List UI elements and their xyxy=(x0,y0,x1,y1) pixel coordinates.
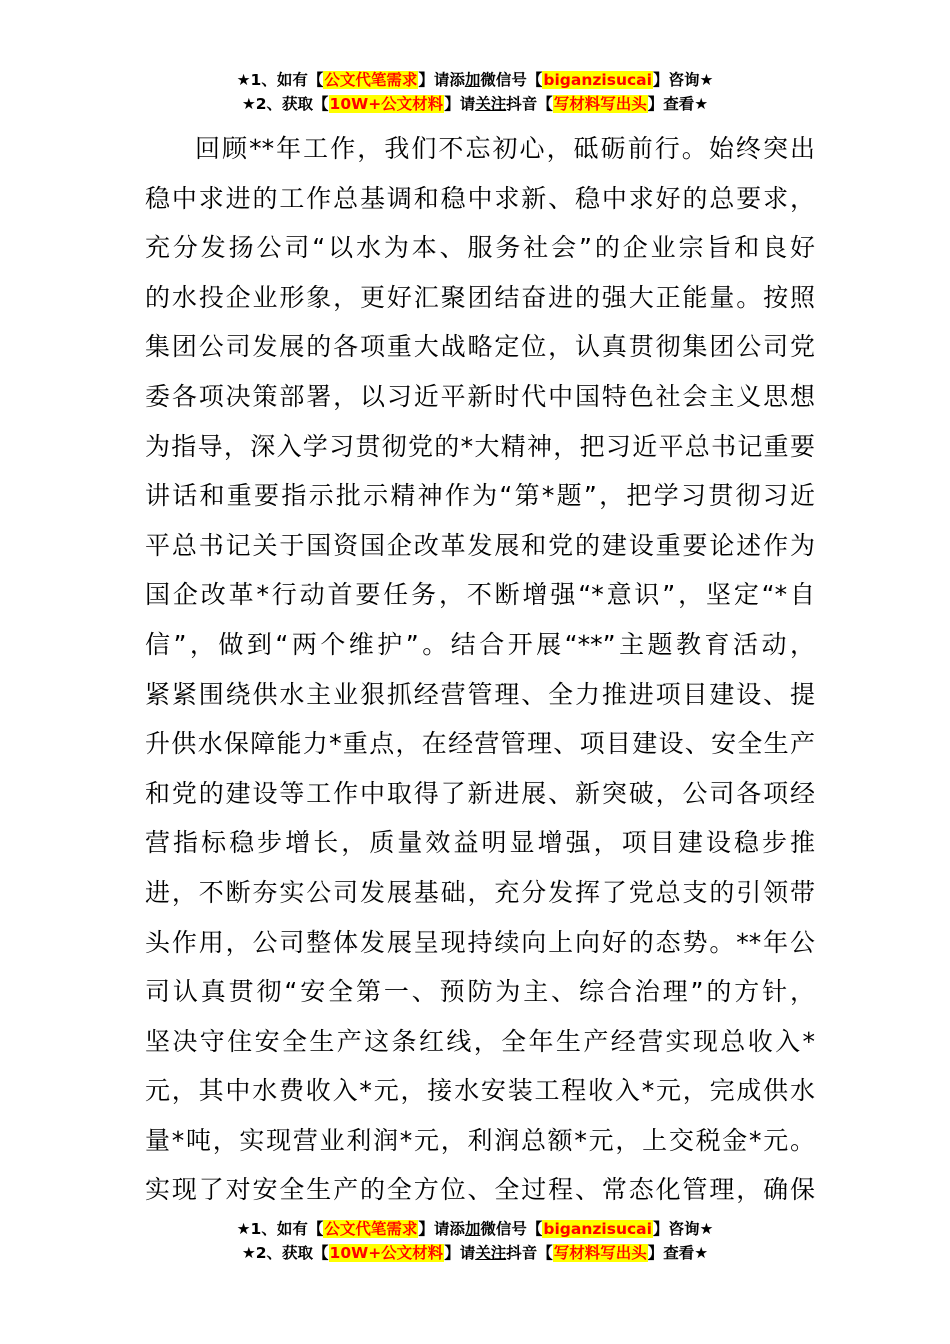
banner-underlined-text: 加 xyxy=(464,71,481,89)
body-paragraph xyxy=(145,124,815,1215)
banner-text: 】请添 xyxy=(418,71,465,89)
body-line: 信”，做到“两个维护”。结合开展“**”主题教育活动， xyxy=(145,629,815,659)
body-line: 实现了对安全生产的全方位、全过程、常态化管理，确保 xyxy=(145,1175,815,1205)
body-line: 营指标稳步增长，质量效益明显增强，项目建设稳步推 xyxy=(145,828,815,858)
banner-text: 】请添 xyxy=(418,1220,465,1238)
body-line: 国企改革*行动首要任务，不断增强“*意识”，坚定“*自 xyxy=(145,580,815,610)
body-line: 升供水保障能力*重点，在经营管理、项目建设、安全生产 xyxy=(145,729,815,759)
banner-highlight-douyin-account: 写材料写出头 xyxy=(553,95,647,113)
body-line: 坚决守住安全生产这条红线，全年生产经营实现总收入* xyxy=(145,1026,815,1056)
banner-text: ★2、获取【 xyxy=(241,95,329,113)
bottom-banner xyxy=(0,1218,950,1266)
body-line: 回顾**年工作，我们不忘初心，砥砺前行。始终突出 xyxy=(195,134,815,163)
banner-line-1 xyxy=(0,69,950,93)
banner-text: 微信号【 xyxy=(480,1220,543,1238)
body-line: 量*吨，实现营业利润*元，利润总额*元，上交税金*元。 xyxy=(145,1125,815,1155)
banner-text: 抖音【 xyxy=(506,95,553,113)
body-line: 平总书记关于国资国企改革发展和党的建设重要论述作为 xyxy=(145,530,815,560)
banner-text: 】咨询★ xyxy=(652,1220,714,1238)
banner-text: ★1、如有【 xyxy=(236,1220,324,1238)
body-line: 讲话和重要指示批示精神作为“第*题”，把学习贯彻习近 xyxy=(145,481,815,511)
banner-text: 】请 xyxy=(444,95,476,113)
banner-text: ★2、获取【 xyxy=(241,1244,329,1262)
banner-highlight-writing-service: 公文代笔需求 xyxy=(324,71,418,89)
banner-text: 】查看★ xyxy=(647,95,709,113)
body-line: 紧紧围绕供水主业狠抓经营管理、全力推进项目建设、提 xyxy=(145,679,815,709)
banner-highlight-materials: 10W+公文材料 xyxy=(329,95,444,113)
banner-line-2 xyxy=(0,1242,950,1266)
body-line: 集团公司发展的各项重大战略定位，认真贯彻集团公司党 xyxy=(145,332,815,362)
body-line: 进，不断夯实公司发展基础，充分发挥了党总支的引领带 xyxy=(145,877,815,907)
banner-text: 】查看★ xyxy=(647,1244,709,1262)
body-line: 为指导，深入学习贯彻党的*大精神，把习近平总书记重要 xyxy=(145,431,815,461)
banner-underlined-text: 加 xyxy=(464,1220,481,1238)
body-line: 头作用，公司整体发展呈现持续向上向好的态势。**年公 xyxy=(145,927,815,957)
banner-line-1 xyxy=(0,1218,950,1242)
banner-line-2 xyxy=(0,93,950,117)
banner-underlined-text: 关注 xyxy=(475,1244,507,1262)
banner-highlight-wechat-id: biganzisucai xyxy=(543,71,652,89)
banner-highlight-materials: 10W+公文材料 xyxy=(329,1244,444,1262)
banner-text: ★1、如有【 xyxy=(236,71,324,89)
body-line: 的水投企业形象，更好汇聚团结奋进的强大正能量。按照 xyxy=(145,282,815,312)
body-line: 稳中求进的工作总基调和稳中求新、稳中求好的总要求， xyxy=(145,183,815,213)
top-banner xyxy=(0,69,950,117)
body-line: 委各项决策部署，以习近平新时代中国特色社会主义思想 xyxy=(145,381,815,411)
banner-highlight-douyin-account: 写材料写出头 xyxy=(553,1244,647,1262)
body-line: 和党的建设等工作中取得了新进展、新突破，公司各项经 xyxy=(145,778,815,808)
banner-text: 抖音【 xyxy=(506,1244,553,1262)
banner-underlined-text: 关注 xyxy=(475,95,507,113)
banner-text: 微信号【 xyxy=(480,71,543,89)
banner-highlight-wechat-id: biganzisucai xyxy=(543,1220,652,1238)
banner-highlight-writing-service: 公文代笔需求 xyxy=(324,1220,418,1238)
banner-text: 】请 xyxy=(444,1244,476,1262)
body-line: 充分发扬公司“以水为本、服务社会”的企业宗旨和良好 xyxy=(145,233,815,263)
banner-text: 】咨询★ xyxy=(652,71,714,89)
body-line: 元，其中水费收入*元，接水安装工程收入*元，完成供水 xyxy=(145,1076,815,1106)
body-line: 司认真贯彻“安全第一、预防为主、综合治理”的方针， xyxy=(145,977,815,1007)
